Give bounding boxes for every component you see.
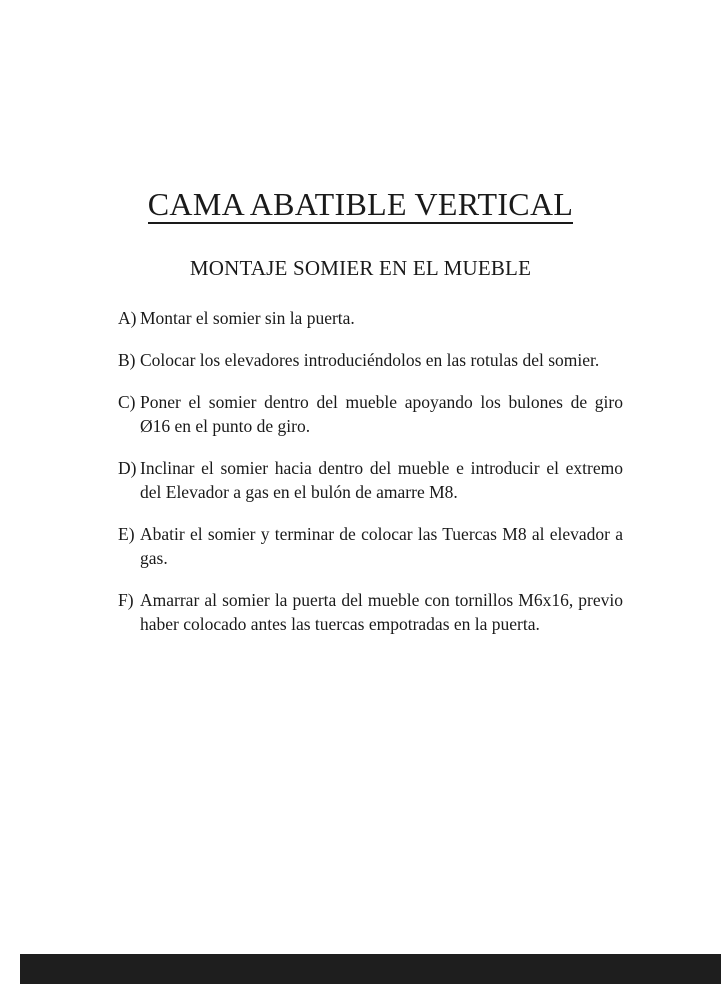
step-text: Abatir el somier y terminar de colocar las Tuercas M8 al elevador a gas. — [140, 524, 623, 568]
scan-bottom-bar — [20, 954, 721, 984]
document-subtitle: MONTAJE SOMIER EN EL MUEBLE — [189, 256, 532, 280]
step-a — [118, 306, 623, 330]
step-c — [118, 390, 623, 438]
step-letter: A) — [118, 308, 137, 328]
step-letter: F) — [118, 590, 134, 610]
step-text: Amarrar al somier la puerta del mueble con tornillos M6x16, previo haber colocado antes las tuercas empotradas en la puerta. — [140, 590, 623, 634]
assembly-steps-list — [118, 306, 623, 636]
step-letter: B) — [118, 350, 136, 370]
step-d — [118, 456, 623, 504]
step-letter: C) — [118, 392, 136, 412]
step-text: Montar el somier sin la puerta. — [140, 308, 355, 328]
step-text: Poner el somier dentro del mueble apoyando los bulones de giro Ø16 en el punto de giro. — [140, 392, 623, 436]
step-f — [118, 588, 623, 636]
step-text: Colocar los elevadores introduciéndolos en las rotulas del somier. — [140, 350, 600, 370]
step-b — [118, 348, 623, 372]
step-letter: E) — [118, 524, 135, 544]
step-text: Inclinar el somier hacia dentro del mueble e introducir el extremo del Elevador a gas en el bulón de amarre M8. — [140, 458, 623, 502]
document-title-text: CAMA ABATIBLE VERTICAL — [147, 186, 574, 222]
step-e — [118, 522, 623, 570]
step-letter: D) — [118, 458, 137, 478]
document-title — [0, 186, 721, 223]
